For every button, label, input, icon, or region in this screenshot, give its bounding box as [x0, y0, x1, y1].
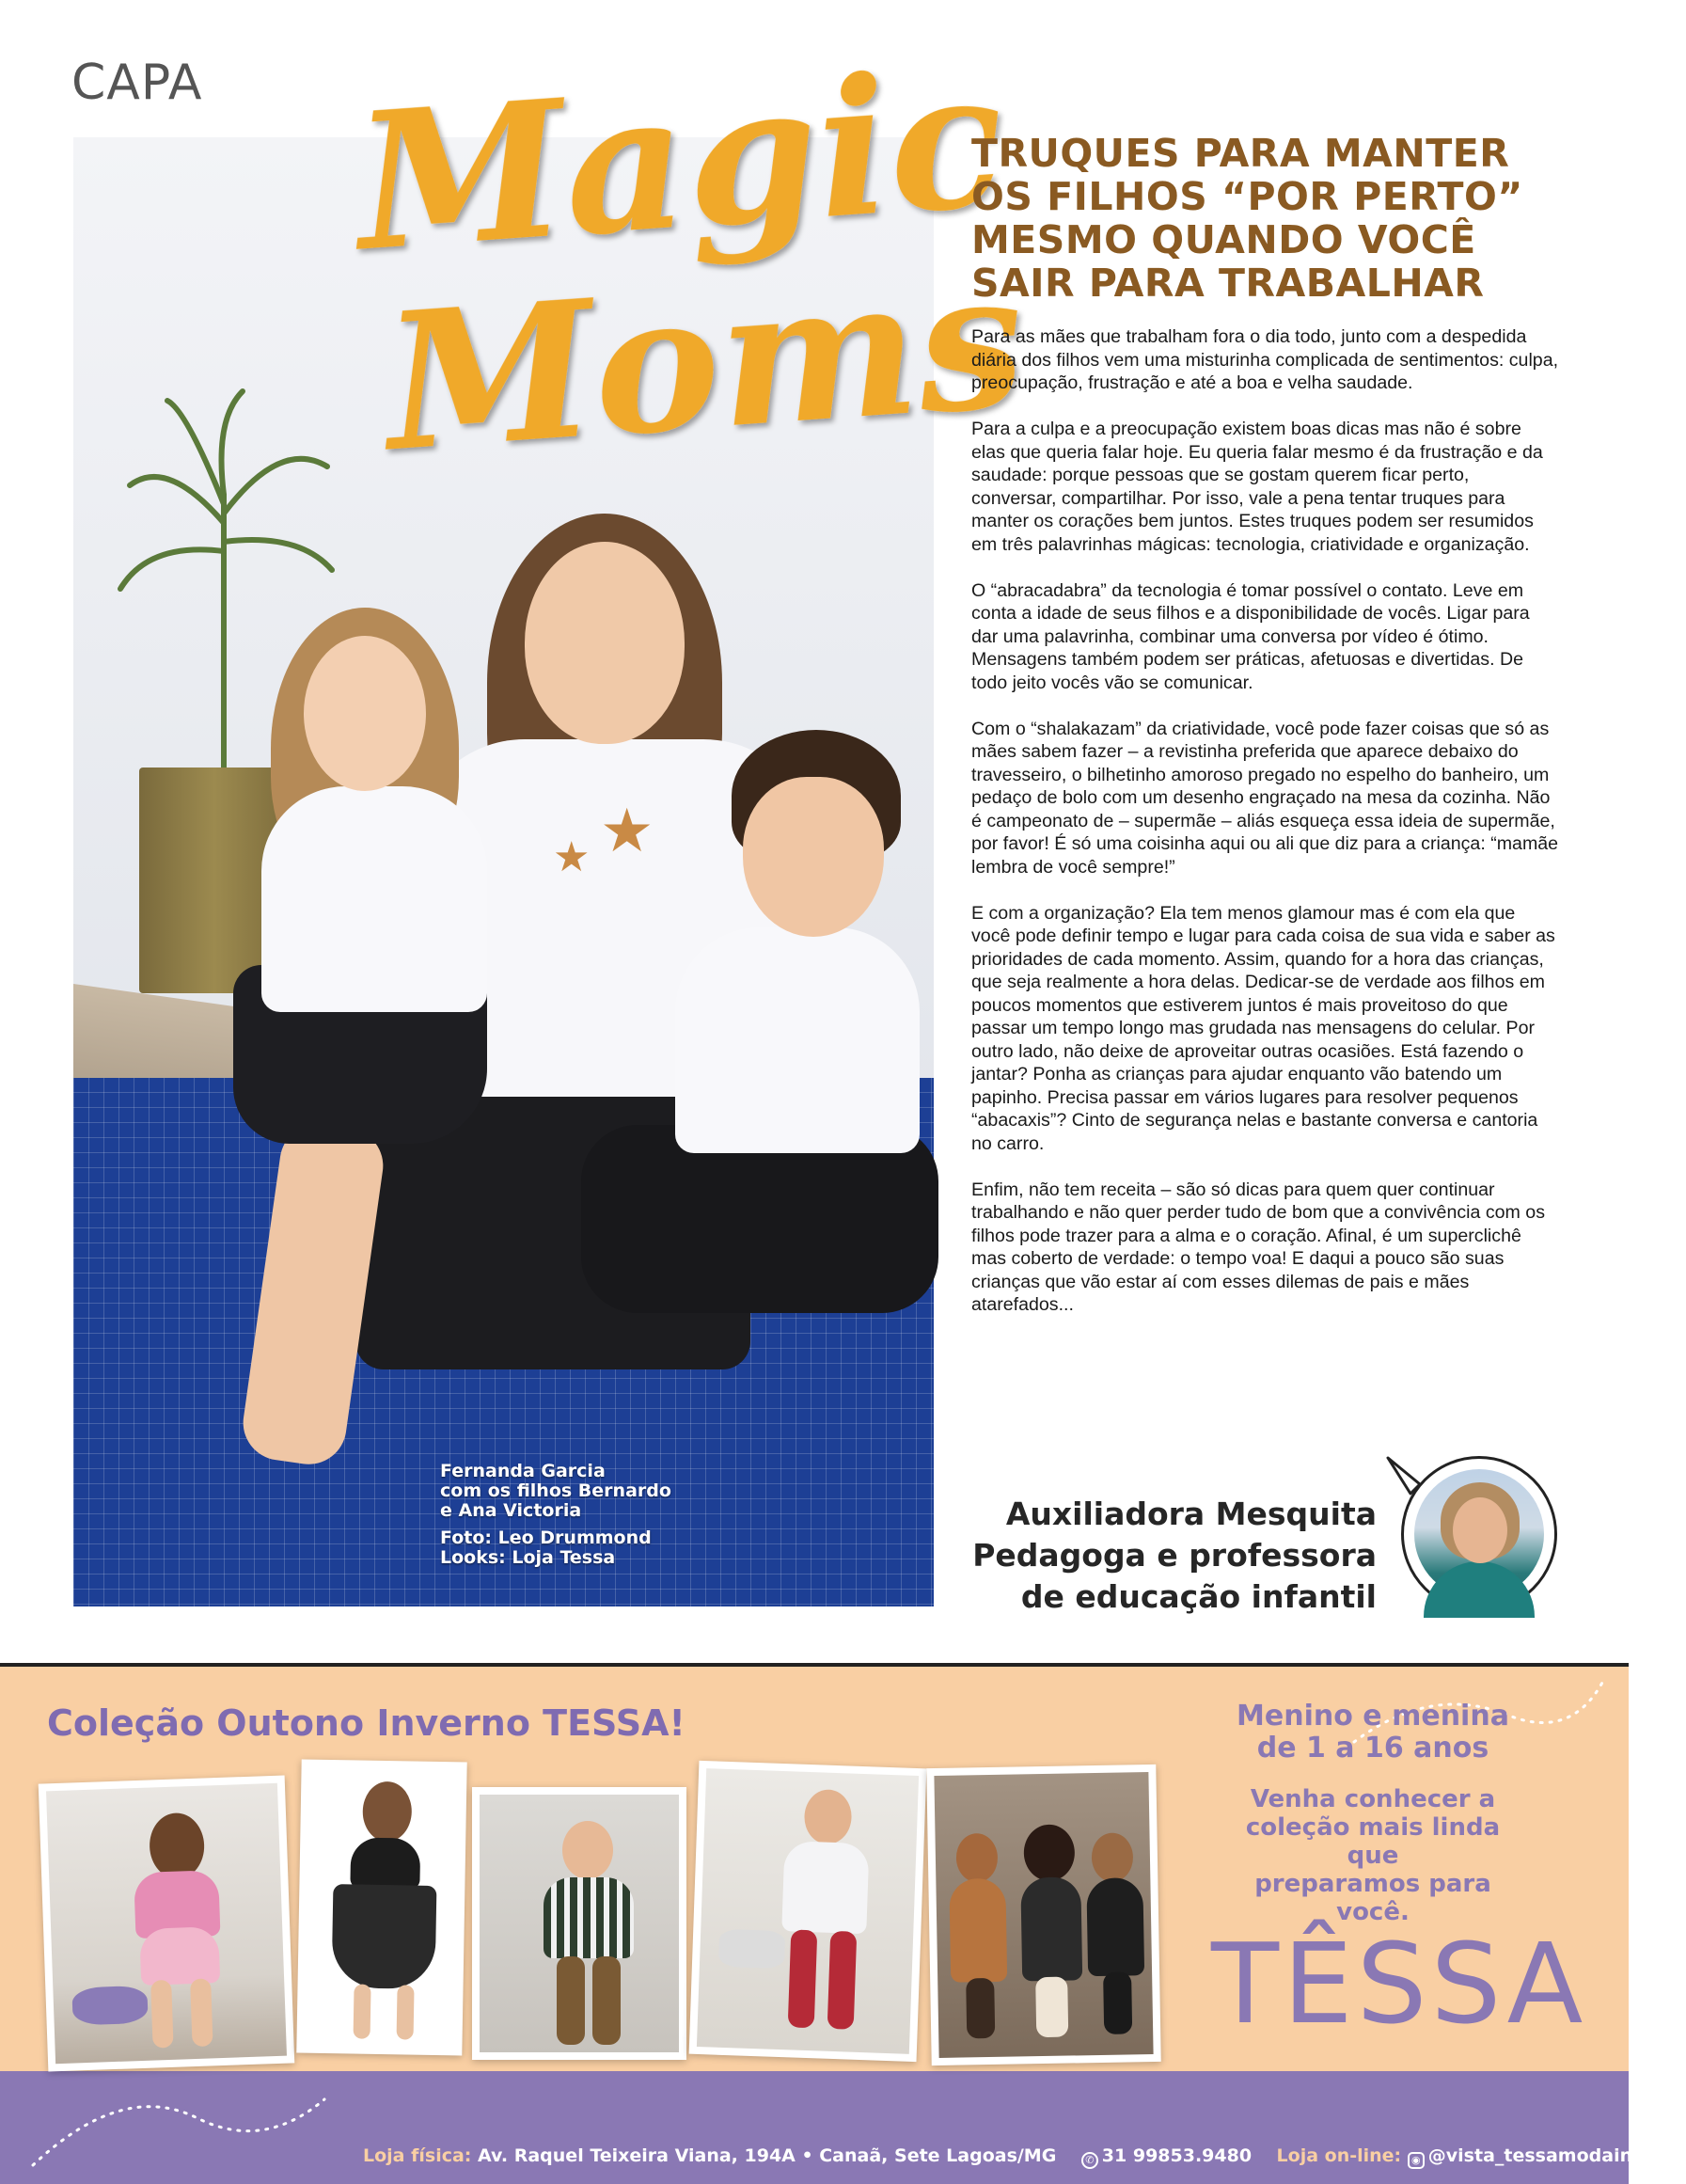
author-avatar: [1414, 1469, 1544, 1599]
ad-side-line: de 1 a 16 anos: [1256, 1732, 1489, 1765]
caption-line: e Ana Victoria: [440, 1500, 582, 1521]
tessa-advertisement: [0, 1667, 1629, 2184]
ad-side-text: [1232, 1701, 1514, 1926]
article-headline: [971, 132, 1554, 305]
headline-line: SAIR PARA TRABALHAR: [971, 261, 1485, 306]
author-role: de educação infantil: [1020, 1578, 1377, 1615]
article-paragraph: Para a culpa e a preocupação existem boas dicas mas não é sobre elas que queria falar hoje. Eu queria falar mesmo é da frustração e da saudade: porque pessoas que se gostam querem ficar perto, conversar, compartilhar. Por isso, vale a pena tentar truques para manter os corações bem juntos. Estes truques podem ser resumidos em três palavrinhas mágicas: tecnologia, criatividade e organização.: [971, 419, 1543, 555]
article-paragraph: Com o “shalakazam” da criatividade, você pode fazer coisas que só as mães sabem fazer – a revistinha preferida que aparece debaixo do travesseiro, o bilhetinho amoroso pregado no espelho do banheiro, um pedaço de bolo com um desenho engraçado na mesa da cozinha. Não é campeonato de – supermãe – aliás esqueça essa ideia de supermãe, por favor! É só uma coisinha aqui ou ali que diz para a criança: “mamãe lembra de você sempre!”: [971, 718, 1559, 878]
article-paragraph: E com a organização? Ela tem menos glamour mas é com ela que você pode definir tempo e lugar para cada coisa de sua vida e saber as prioridades de cada momento. Assim, quando for a hora das crianças, que seja realmente a hora delas. Dedicar-se de verdade aos filhos em poucos momentos que estiverem juntos é mais proveitoso do que passar um tempo longo mas grudada nas mensagens do celular. Por outro lado, não deixe de aproveitar outras ocasiões. Está fazendo o jantar? Ponha as crianças para ajudar enquanto vão batendo um papinho. Precisa passar em vários lugares para resolver pequenos “abacaxis”? Cinto de segurança nelas e bastante conversa e cantoria no carro.: [971, 902, 1555, 1154]
caption-photo-credit: Foto: Leo Drummond: [440, 1527, 652, 1548]
instagram-icon: ◉: [1408, 2152, 1425, 2169]
dotted-swirl-icon: [28, 2062, 329, 2175]
caption-line: com os filhos Bernardo: [440, 1480, 671, 1501]
boy-figure-shirt: [675, 927, 920, 1153]
girl-figure-face: [304, 636, 426, 791]
instagram-handle[interactable]: @vista_tessamodainfantil: [1427, 2145, 1686, 2166]
boy-figure-face: [743, 777, 884, 937]
boy-figure-pants: [581, 1125, 938, 1313]
ad-side-line: Menino e menina: [1237, 1700, 1509, 1733]
product-photo: [689, 1761, 927, 2062]
product-photo: [39, 1776, 295, 2072]
article-paragraph: Para as mães que trabalham fora o dia todo, junto com a despedida diária dos filhos vem uma misturinha complicada de sentimentos: culpa, preocupação, frustração e até a boa e velha saudade.: [971, 326, 1559, 393]
caption-line: Fernanda Garcia: [440, 1461, 606, 1481]
title-line-moms: Moms: [378, 229, 1032, 495]
section-label: CAPA: [71, 55, 203, 111]
headline-line: OS FILHOS “POR PERTO”: [971, 174, 1523, 219]
article-paragraph: Enfim, não tem receita – são só dicas para quem quer continuar trabalhando e não quer perder tudo de bom que a convivência com os filhos pode trazer para a alma e o coração. Afinal, é um superclichê mas coberto de verdade: o tempo voa! E daqui a pouco são suas crianças que vão estar aí com esses dilemas de pais e mães atarefados...: [971, 1179, 1545, 1315]
ad-side-line: Venha conhecer a: [1250, 1785, 1496, 1813]
mother-figure-face: [525, 542, 685, 744]
article-body: [971, 325, 1559, 1339]
ad-footer-contact: [363, 2145, 1686, 2169]
title-line-magic: Magic: [349, 27, 1011, 294]
author-role: Pedagoga e professora: [972, 1537, 1377, 1574]
product-photo: [296, 1759, 466, 2055]
author-name: Auxiliadora Mesquita: [1005, 1496, 1377, 1532]
star-icon: ★: [600, 797, 654, 864]
star-icon: ★: [553, 834, 591, 880]
product-photo: [926, 1765, 1160, 2065]
product-photo: [472, 1787, 686, 2060]
whatsapp-icon: ✆: [1081, 2152, 1098, 2169]
store-phone[interactable]: 31 99853.9480: [1101, 2145, 1253, 2166]
magazine-title: [320, 27, 1032, 495]
tessa-logo: TÊSSA: [1211, 1919, 1587, 2049]
caption-looks-credit: Looks: Loja Tessa: [440, 1547, 616, 1568]
ad-side-line: preparamos para você.: [1254, 1870, 1491, 1926]
store-label: Loja física:: [363, 2145, 472, 2166]
girl-figure-shirt: [261, 786, 487, 1012]
article-paragraph: O “abracadabra” da tecnologia é tomar possível o contato. Leve em conta a idade de seus filhos e a disponibilidade de vocês. Ligar para dar uma palavrinha, combinar uma conversa por vídeo é ótimo. Mensagens também podem ser práticas, afetuosas e divertidas. De todo jeito vocês vão se comunicar.: [971, 579, 1530, 693]
online-store-label: Loja on-line:: [1276, 2145, 1402, 2166]
headline-line: MESMO QUANDO VOCÊ: [971, 217, 1476, 262]
ad-title: Coleção Outono Inverno TESSA!: [47, 1702, 685, 1744]
ad-side-line: coleção mais linda que: [1245, 1813, 1501, 1870]
headline-line: TRUQUES PARA MANTER: [971, 131, 1510, 176]
store-address: Av. Raquel Teixeira Viana, 194A • Canaã, Sete Lagoas/MG: [478, 2145, 1057, 2166]
author-signature: [972, 1494, 1377, 1618]
photo-caption: [440, 1462, 671, 1568]
